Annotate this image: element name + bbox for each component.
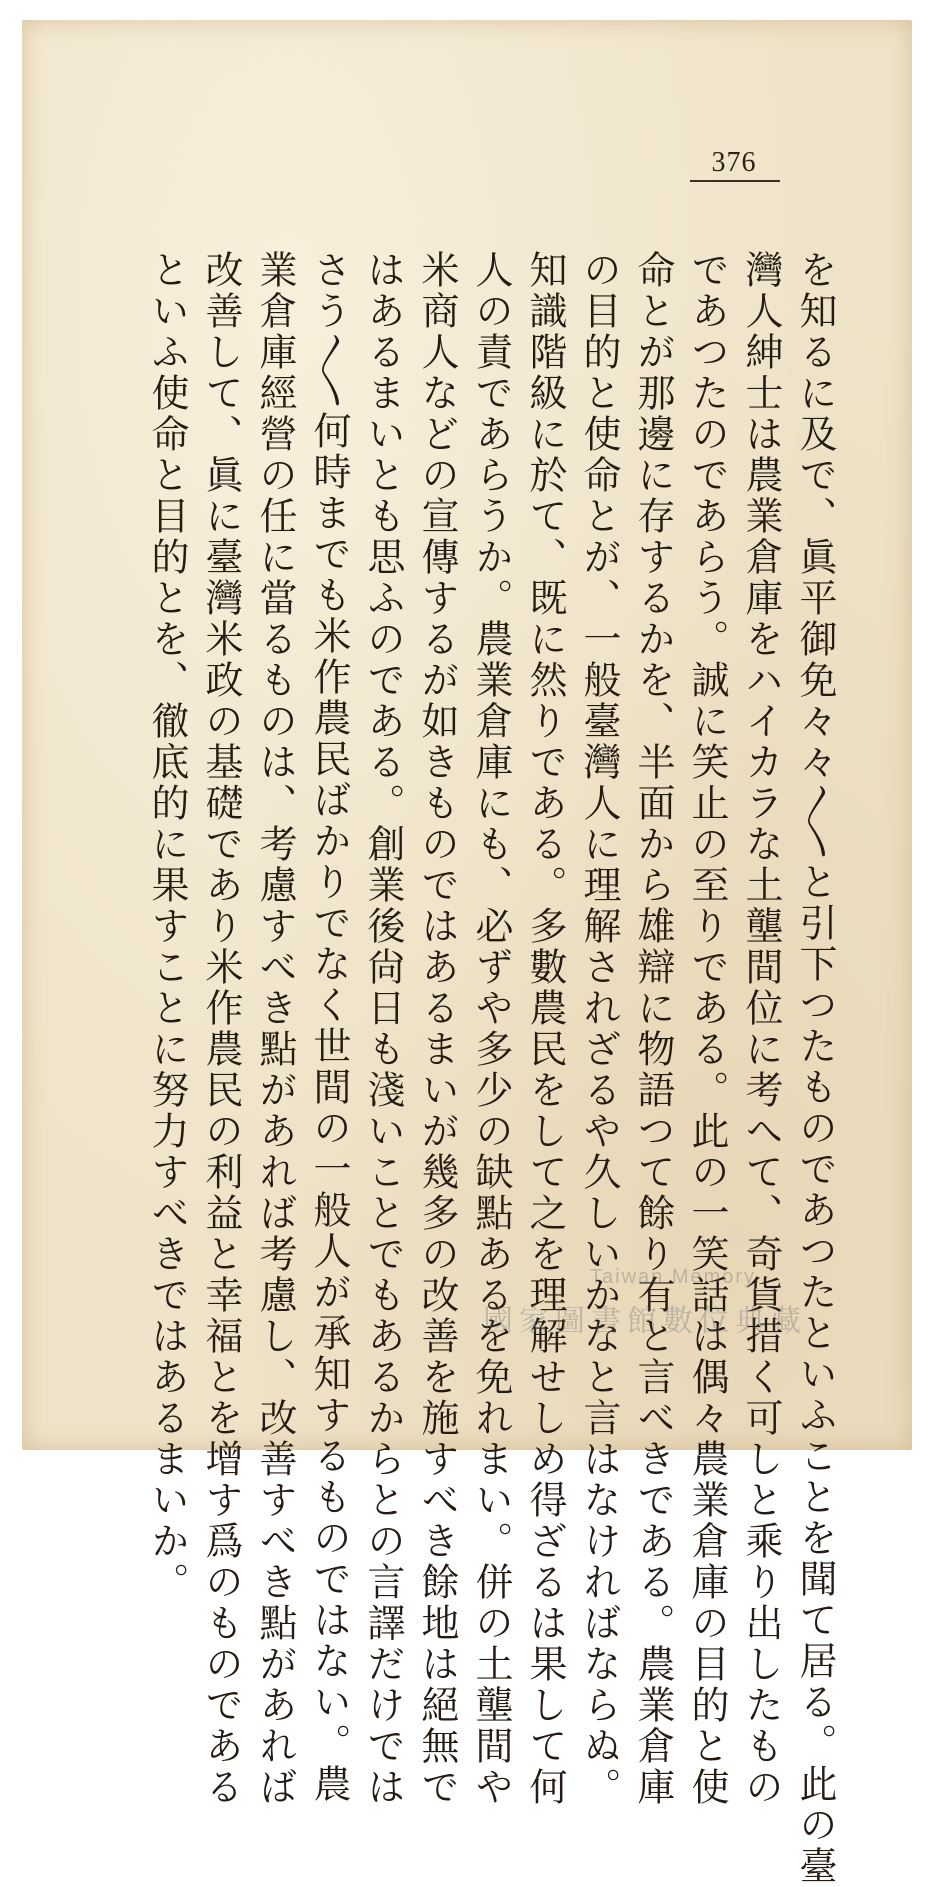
text-column-9: はあるまいとも思ふのである。創業後尙日も淺いことでもあるからとの言譯だけでは: [361, 250, 405, 1808]
text-column-5: の目的と使命とが、一般臺灣人に理解されざるや久しいかなと言はなければならぬ。: [577, 250, 621, 1808]
text-column-3: であつたのであらう。誠に笑止の至りである。此の一笑話は偶々農業倉庫の目的と使: [685, 250, 729, 1808]
text-column-8: 米商人などの宣傳するが如きものではあるまいが幾多の改善を施すべき餘地は絕無で: [415, 250, 459, 1808]
page-number-rule: [690, 180, 780, 182]
watermark-text: 國家圖書館數位典藏: [483, 1304, 807, 1339]
watermark-latin: Taiwan Memory: [590, 1266, 757, 1288]
text-column-2: 灣人紳士は農業倉庫をハイカラな土壟間位に考へて、奇貨措く可しと乘り出したもの: [739, 250, 783, 1808]
text-column-10: さう〳〵何時までも米作農民ばかりでなく世間の一般人が承知するものではない。農: [307, 250, 351, 1805]
text-column-11: 業倉庫經營の任に當るものは、考慮すべき點があれば考慮し、改善すべき點があれば: [253, 250, 297, 1808]
text-column-7: 人の責であらうか。農業倉庫にも、必ずや多少の缺點あるを免れまい。併の土壟間や: [469, 250, 513, 1808]
text-column-13: といふ使命と目的とを、徹底的に果すことに努力すべきではあるまいか。: [145, 250, 189, 1603]
text-column-4: 命とが那邊に存するかを、半面から雄辯に物語つて餘り有と言べきである。農業倉庫: [631, 250, 675, 1808]
page-number: 376: [711, 147, 757, 178]
text-column-6: 知識階級に於て、既に然りである。多數農民をして之を理解せしめ得ざるは果して何: [523, 250, 567, 1808]
text-column-1: を知るに及で、眞平御免々々〳〵と引下つたものであつたといふことを聞て居る。此の臺: [793, 250, 837, 1887]
text-column-12: 改善して、眞に臺灣米政の基礎であり米作農民の利益と幸福とを增す爲のものである: [199, 250, 243, 1808]
